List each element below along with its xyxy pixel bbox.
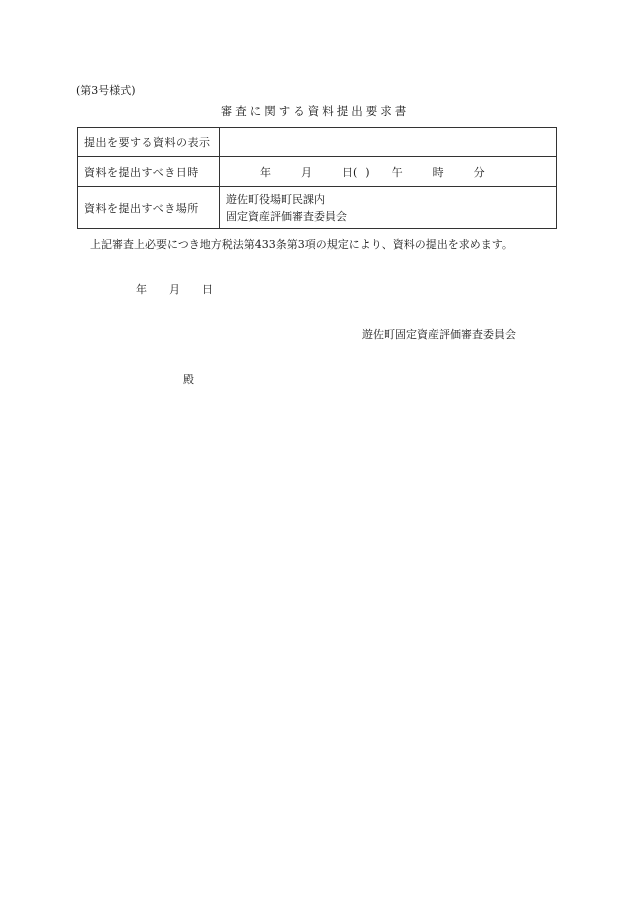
issuer-name: 遊佐町固定資産評価審査委員会 (362, 328, 516, 341)
datetime-day-unit: 日( (342, 165, 358, 179)
row-label-datetime: 資料を提出すべき日時 (78, 157, 220, 187)
form-number: (第3号様式) (76, 84, 136, 97)
issue-date-day-unit: 日 (202, 283, 213, 296)
datetime-line (226, 164, 550, 180)
place-value-cell (220, 187, 557, 229)
place-line-2: 固定資産評価審査委員会 (226, 209, 347, 223)
addressee-suffix: 殿 (183, 373, 194, 386)
datetime-value-cell (220, 157, 557, 187)
table-row-datetime (78, 157, 557, 187)
row-label-materials: 提出を要する資料の表示 (78, 128, 220, 157)
table-row-materials (78, 128, 557, 157)
issue-date (136, 281, 213, 297)
place-line-1: 遊佐町役場町民課内 (226, 192, 325, 206)
datetime-hour-unit: 時 (432, 165, 444, 179)
datetime-ampm: 午 (391, 165, 403, 179)
document-title: 審査に関する資料提出要求書 (220, 104, 410, 118)
datetime-year-unit: 年 (260, 165, 271, 179)
table-row-place (78, 187, 557, 229)
issue-date-year-unit: 年 (136, 283, 147, 296)
request-table (77, 127, 557, 229)
issue-date-month-unit: 月 (169, 283, 180, 296)
row-label-place: 資料を提出すべき場所 (78, 187, 220, 229)
request-body-text: 上記審査上必要につき地方税法第433条第3項の規定により、資料の提出を求めます。 (90, 238, 513, 251)
materials-value-cell (220, 128, 557, 157)
datetime-minute-unit: 分 (473, 165, 485, 179)
datetime-weekday-close: ) (365, 165, 370, 179)
datetime-month-unit: 月 (301, 165, 312, 179)
